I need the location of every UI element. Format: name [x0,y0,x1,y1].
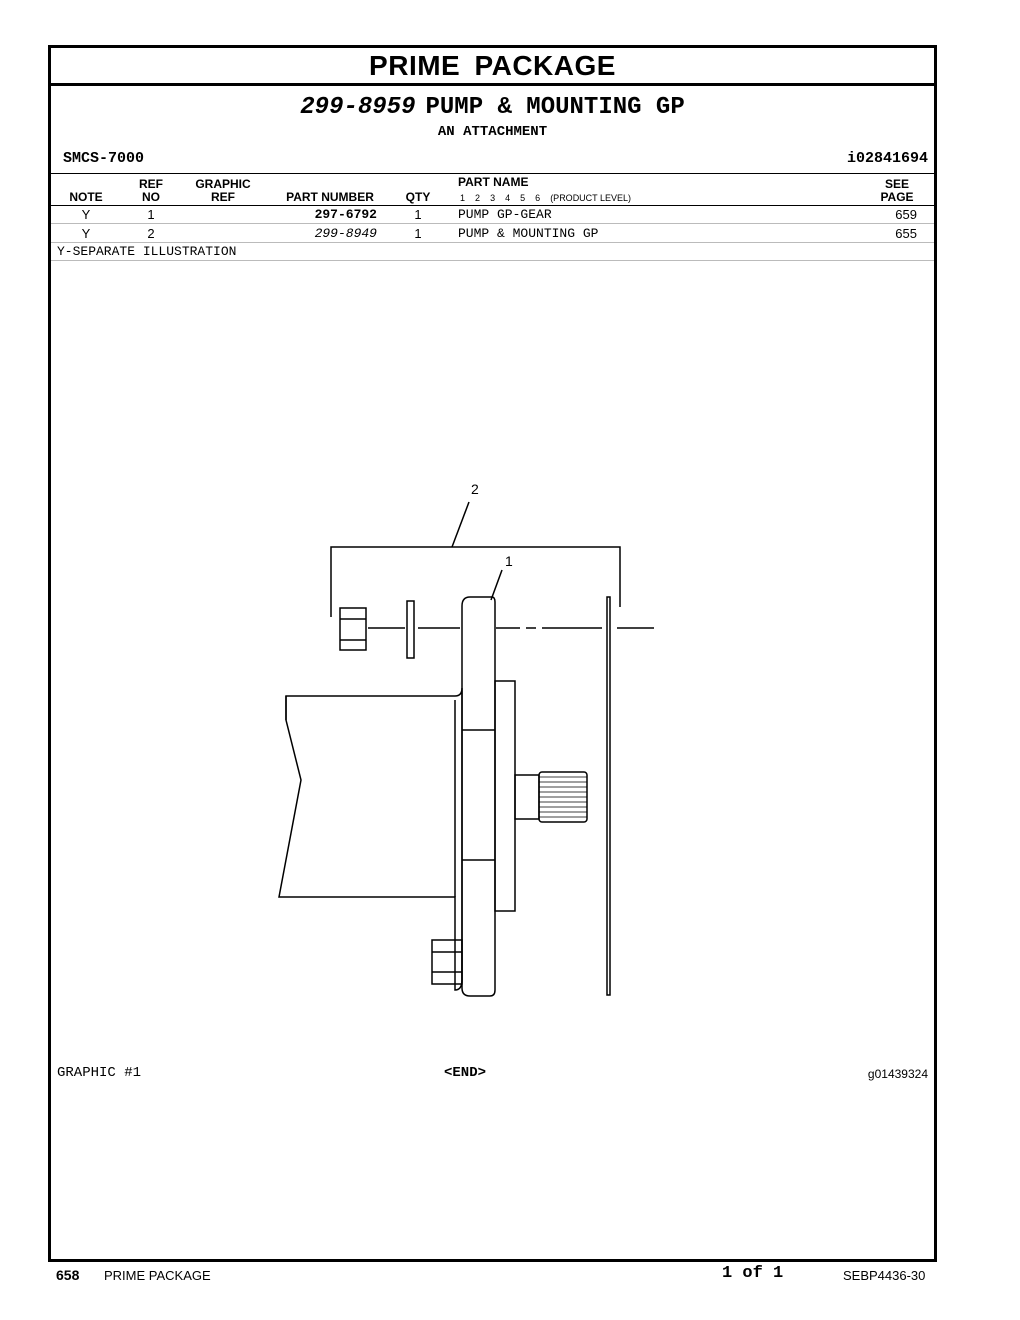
shaft [515,775,539,819]
callout-1: 1 [505,553,513,569]
group-bracket [331,547,620,617]
col-header-see-page-2: PAGE [880,190,914,204]
row-note: Y [81,226,91,241]
col-header-graphic-ref-2: REF [211,190,235,204]
pilot [495,681,515,911]
end-marker: <END> [444,1065,487,1081]
illustration-id: i02841694 [846,150,928,167]
col-header-part-number: PART NUMBER [286,190,374,204]
group-subtitle: AN ATTACHMENT [437,124,548,140]
group-name: PUMP & MOUNTING GP [425,94,685,121]
row-part-number: 299-8949 [314,226,377,241]
row-note: Y [81,207,91,222]
callout-2-leader [452,502,469,547]
col-header-ref-no-1: REF [139,177,163,191]
row-ref-no: 2 [147,226,155,241]
col-header-note: NOTE [69,190,103,204]
page-count: 1 of 1 [722,1264,784,1283]
pump-body [279,688,462,990]
page-number: 658 [56,1267,80,1283]
col-header-part-name: PART NAME [458,175,529,189]
bolt-head [340,608,366,650]
callout-2: 2 [471,481,479,497]
page-title: PRIME PACKAGE [51,48,934,86]
row-part-name: PUMP & MOUNTING GP [458,226,599,241]
washer [407,601,414,658]
col-header-graphic-ref-1: GRAPHIC [195,177,251,191]
row-qty: 1 [414,207,422,222]
col-header-ref-no-2: NO [142,190,160,204]
footer-section: PRIME PACKAGE [104,1268,211,1283]
mounting-flange [462,597,495,996]
doc-id: SEBP4436-30 [843,1268,926,1283]
product-levels: 1 2 3 4 5 6 (PRODUCT LEVEL) [460,193,632,203]
group-number: 299-8959 [300,94,416,121]
graphic-label: GRAPHIC #1 [57,1065,142,1081]
row-ref-no: 1 [147,207,155,222]
graphic-id: g01439324 [867,1067,928,1081]
row-part-name: PUMP GP-GEAR [458,207,552,222]
row-part-number: 297-6792 [314,207,377,222]
row-see-page: 659 [895,207,917,222]
table-footnote: Y-SEPARATE ILLUSTRATION [57,244,237,259]
smcs-code: SMCS-7000 [63,150,145,167]
row-see-page: 655 [895,226,917,241]
bolt-head-lower [432,940,462,984]
callout-1-leader [491,570,502,600]
col-header-see-page-1: SEE [884,177,909,191]
row-qty: 1 [414,226,422,241]
col-header-qty: QTY [405,190,431,204]
gasket [607,597,610,995]
